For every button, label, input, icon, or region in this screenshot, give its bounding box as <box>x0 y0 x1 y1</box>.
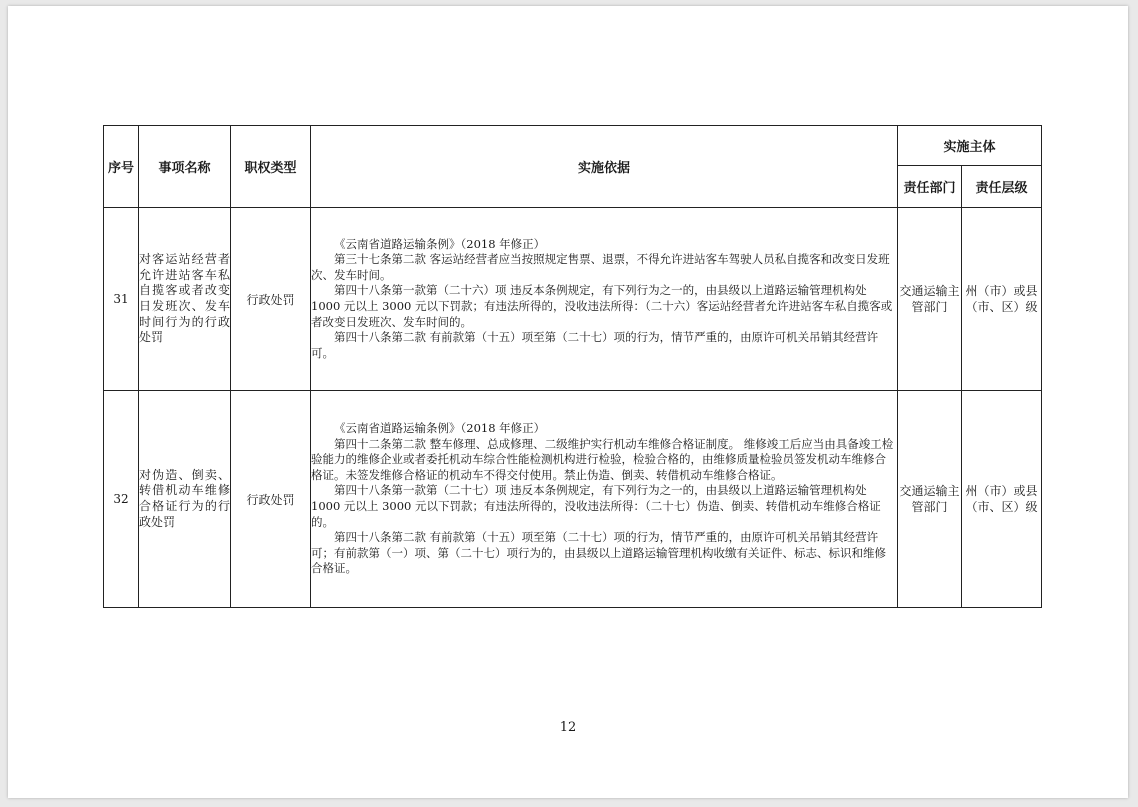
basis-paragraph: 第四十八条第一款第（二十七）项 违反本条例规定，有下列行为之一的，由县级以上道路运输管理机构处 1000 元以上 3000 元以下罚款；有违法所得的，没收违法所得：（二十七）伪造、倒卖、转借机动车维修合格证的。 <box>311 483 881 529</box>
basis-paragraph: 《云南省道路运输条例》（2018 年修正） <box>334 236 546 251</box>
row-dept: 交通运输主管部门 <box>898 391 962 608</box>
row-type: 行政处罚 <box>231 391 311 608</box>
header-level: 责任层级 <box>962 166 1042 208</box>
row-type: 行政处罚 <box>231 208 311 391</box>
header-seq: 序号 <box>104 126 139 208</box>
basis-paragraph: 第四十八条第一款第（二十六）项 违反本条例规定，有下列行为之一的，由县级以上道路运输管理机构处 1000 元以上 3000 元以下罚款；有违法所得的，没收违法所得：（二十六）客运站经营者允许进站客车私自揽客或者改变日发班次、发车时间的。 <box>311 283 893 329</box>
page-number: 12 <box>559 720 577 735</box>
row-seq: 31 <box>104 208 139 391</box>
header-type: 职权类型 <box>231 126 311 208</box>
header-name: 事项名称 <box>139 126 231 208</box>
basis-paragraph: 第四十二条第二款 整车修理、总成修理、二级维护实行机动车维修合格证制度。 维修竣工后应当由具备竣工检验能力的维修企业或者委托机动车综合性能检测机构进行检验，检验合格的，由维修质量检验员签发机动车维修合格证。未签发维修合格证的机动车不得交付使用。禁止伪造、倒卖、转借机动车维修合格证。 <box>311 436 894 482</box>
row-dept: 交通运输主管部门 <box>898 208 962 391</box>
header-subject: 实施主体 <box>898 126 1042 166</box>
row-basis <box>311 208 898 391</box>
header-basis: 实施依据 <box>311 126 898 208</box>
basis-paragraph: 第四十八条第二款 有前款第（十五）项至第（二十七）项的行为，情节严重的，由原许可机关吊销其经营许可。 <box>311 330 879 360</box>
basis-paragraph: 第四十八条第二款 有前款第（十五）项至第（二十七）项的行为，情节严重的，由原许可机关吊销其经营许可；有前款第（一）项、第（二十七）项行为的，由县级以上道路运输管理机构收缴有关证件、标志、标识和维修合格证。 <box>311 530 886 576</box>
document-page <box>8 6 1128 798</box>
row-seq: 32 <box>104 391 139 608</box>
matters-table <box>103 125 1042 608</box>
row-name: 对伪造、倒卖、转借机动车维修合格证行为的行政处罚 <box>139 391 231 608</box>
header-row <box>104 126 1042 166</box>
basis-paragraph: 第三十七条第二款 客运站经营者应当按照规定售票、退票，不得允许进站客车驾驶人员私自揽客和改变日发班次、发车时间。 <box>311 252 890 282</box>
table-row <box>104 391 1042 608</box>
table-row <box>104 208 1042 391</box>
row-basis <box>311 391 898 608</box>
basis-paragraph: 《云南省道路运输条例》（2018 年修正） <box>334 421 546 436</box>
row-level: 州（市）或县（市、区）级 <box>962 391 1042 608</box>
row-name: 对客运站经营者允许进站客车私自揽客或者改变日发班次、发车时间行为的行政处罚 <box>139 208 231 391</box>
header-dept: 责任部门 <box>898 166 962 208</box>
row-level: 州（市）或县（市、区）级 <box>962 208 1042 391</box>
